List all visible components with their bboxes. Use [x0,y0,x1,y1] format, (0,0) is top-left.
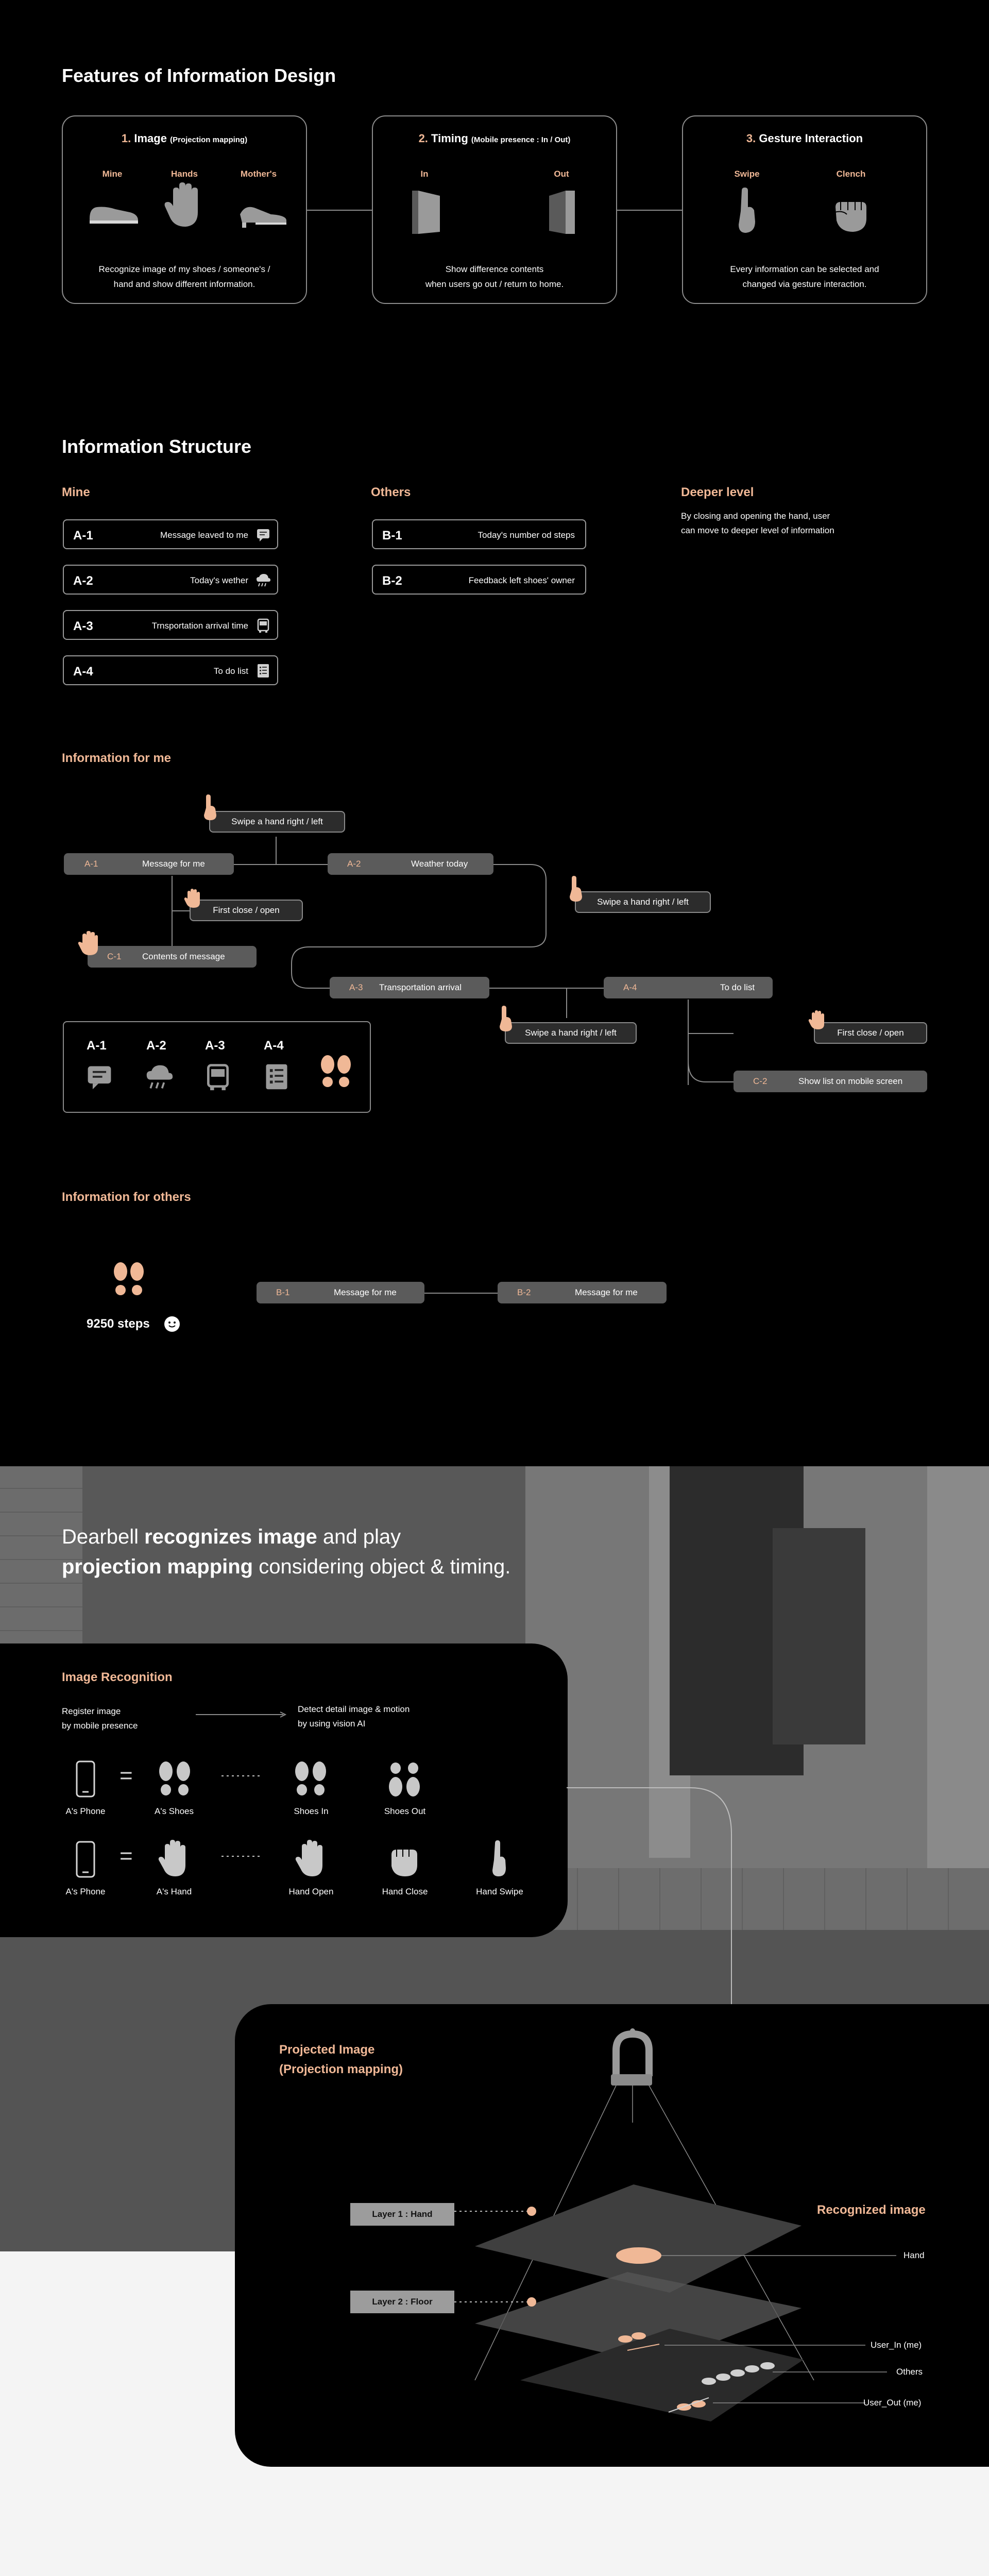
step-register: Register image by mobile presence [62,1706,138,1731]
gesture-label-swipe-1: Swipe a hand right / left [209,811,345,833]
phone-icon [75,1760,96,1798]
label-shoes-in: Shoes In [294,1806,329,1816]
image-recognition-panel [0,1643,568,1937]
features-title: Features of Information Design [62,65,336,86]
gesture-label-close-open-1: First close / open [190,900,303,921]
door-out-icon [545,188,581,237]
phone-icon [75,1840,96,1878]
shoes-out-icon [385,1760,423,1798]
todo-list-icon [255,663,271,679]
footprints-icon [316,1053,355,1094]
swipe-hand-icon [202,793,219,821]
swipe-hand-icon [568,875,585,903]
label-swipe: Swipe [734,169,760,179]
icon-legend [63,1021,371,1113]
info-box-a1: A-1 Message leaved to me [63,519,278,549]
for-others-heading: Information for others [62,1190,191,1204]
flow-node-a1: A-1 Message for me [64,853,234,875]
for-me-heading: Information for me [62,751,172,765]
label-in: In [420,169,429,179]
deeper-heading: Deeper level [681,485,754,499]
flow-node-a3: A-3 Transportation arrival [330,977,489,998]
footprints-icon [156,1760,194,1798]
label-user-in: User_In (me) [871,2340,922,2350]
card-description: Show difference contents when users go out / return to home. [425,264,564,289]
label-a-phone: A's Phone [65,1887,106,1896]
message-icon [255,527,271,543]
projection-heading: Projected Image (Projection mapping) [279,2043,403,2076]
feature-card-timing [372,115,617,304]
gesture-label-swipe-3: Swipe a hand right / left [505,1022,637,1044]
dotted-line [221,1774,261,1777]
flow-node-c1: C-1 Contents of message [88,946,257,968]
hand-close-icon [387,1842,421,1878]
bus-icon [255,618,271,633]
info-box-a4: A-4 To do list [63,655,278,685]
heel-shoe-icon [235,194,292,230]
flow-node-a2: A-2 Weather today [328,853,493,875]
projection-diagram [0,2004,989,2468]
projector-lamp-icon [611,2028,652,2086]
swipe-hand-icon [498,1005,515,1032]
label-out: Out [554,169,569,179]
hand-open-icon [183,888,204,909]
hand-open-icon [295,1839,329,1877]
others-heading: Others [371,485,411,499]
weather-icon [255,572,271,588]
label-hand: Hand [903,2250,925,2260]
layer-2-label: Layer 2 : Floor [350,2291,454,2313]
info-box-a3: A-3 Trnsportation arrival time [63,610,278,640]
message-icon [84,1062,114,1091]
todo-list-icon [262,1062,292,1091]
flow-node-b1: B-1 Message for me [257,1282,424,1303]
hand-open-icon [77,930,100,956]
step-detect: Detect detail image & motion by using vision AI [298,1704,410,1728]
hero-headline: Dearbell recognizes image and play projection mapping considering object & timing. [62,1526,511,1578]
label-shoes-out: Shoes Out [384,1806,426,1816]
flow-node-a4: A-4 To do list [604,977,773,998]
hand-swipe-icon [489,1839,510,1877]
card-description: Every information can be selected and changed via gesture interaction. [730,264,879,289]
label-others: Others [896,2367,923,2377]
label-a-hand: A's Hand [156,1887,192,1896]
card-title: 2. Timing (Mobile presence : In / Out) [418,132,571,145]
weather-icon [144,1062,174,1091]
legend-a1: A-1 [87,1039,107,1053]
label-hand-close: Hand Close [382,1887,428,1896]
layer-1-label: Layer 1 : Hand [350,2203,454,2226]
door-in-icon [410,188,446,237]
gesture-label-swipe-2: Swipe a hand right / left [575,891,711,913]
equals-sign: = [120,1763,133,1788]
feature-card-gesture [682,115,927,304]
label-hand-open: Hand Open [288,1887,334,1896]
equals-sign: = [120,1843,133,1869]
card-title: 3. Gesture Interaction [746,132,863,145]
gesture-label-close-open-2: First close / open [814,1022,927,1044]
flow-node-c2: C-2 Show list on mobile screen [734,1071,927,1092]
card-description: Recognize image of my shoes / someone's / hand and show different information. [98,264,270,289]
label-a-shoes: A's Shoes [154,1806,194,1816]
label-mothers: Mother's [240,169,277,179]
legend-a3: A-3 [205,1039,225,1053]
b-connector-line [0,1283,989,1303]
bus-icon [203,1062,233,1091]
smile-icon [164,1316,180,1332]
legend-a2: A-2 [146,1039,166,1053]
step-count: 9250 steps [87,1317,150,1331]
label-mine: Mine [102,169,123,179]
mine-heading: Mine [62,485,90,499]
arrow-right-icon [196,1711,288,1718]
label-clench: Clench [836,169,866,179]
label-user-out: User_Out (me) [863,2398,922,2408]
hand-open-icon [808,1010,828,1030]
feature-card-image [62,115,307,304]
dotted-line [221,1855,261,1858]
deeper-description: By closing and opening the hand, user can move to deeper level of information [681,511,834,535]
info-box-b1: B-1 Today's number od steps [372,519,586,549]
info-box-a2: A-2 Today's wether [63,565,278,595]
structure-title: Information Structure [62,436,252,457]
info-box-b2: B-2 Feedback left shoes' owner [372,565,586,595]
card-title: 1. Image (Projection mapping) [121,132,248,145]
label-hand-swipe: Hand Swipe [476,1887,523,1896]
recognition-heading: Image Recognition [62,1670,173,1684]
legend-a4: A-4 [264,1039,284,1053]
label-a-phone: A's Phone [65,1806,106,1816]
shoes-in-icon [292,1760,330,1798]
hand-icon [164,181,205,231]
label-hands: Hands [171,169,198,179]
shoe-icon [86,193,142,229]
curve-connector [567,1783,742,2009]
recognized-image-heading: Recognized image [817,2203,926,2217]
clench-fist-icon [831,190,873,236]
swipe-hand-icon [735,185,760,235]
hand-icon [158,1839,192,1877]
flow-node-b2: B-2 Message for me [498,1282,667,1303]
